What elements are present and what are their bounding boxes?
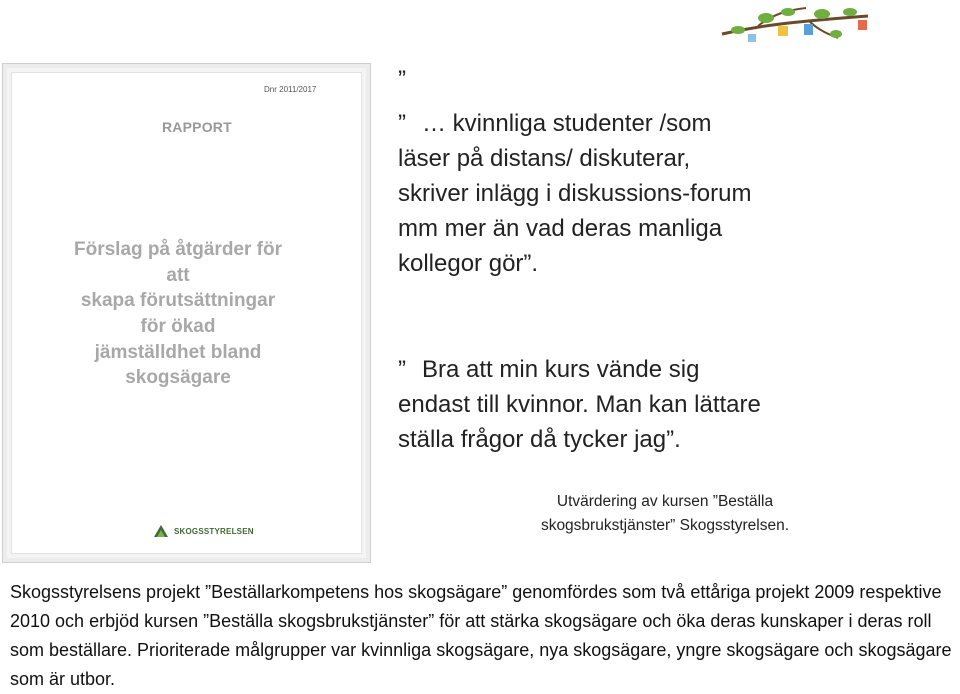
quote-2 [398, 352, 768, 457]
quote-2-text: Bra att min kurs vände sig endast till kvinnor. Man kan lättare ställa frågor då tycker jag”. [398, 356, 761, 453]
quote-1-bullet: ” [398, 110, 406, 137]
report-dnr: Dnr 2011/2017 [264, 85, 317, 94]
report-cover [2, 63, 371, 563]
report-page [11, 72, 362, 554]
leaf-icon [152, 523, 170, 539]
quote-source: Utvärdering av kursen ”Beställa skogsbrukstjänster” Skogsstyrelsen. [540, 493, 790, 534]
quote-2-bullet: ” [398, 356, 406, 383]
logo-text: SKOGSSTYRELSEN [174, 526, 254, 536]
report-title: Förslag på åtgärder för att skapa förutsättningar för ökad jämställdhet bland skogsägare [74, 239, 282, 389]
quote-1 [398, 106, 758, 281]
quote-1-text: … kvinnliga studenter /som läser på distans/ diskuterar, skriver inlägg i diskussions-forum mm mer än vad deras manliga kollegor gör”. [398, 110, 752, 277]
quote-mark: ” [398, 66, 406, 93]
skogsstyrelsen-logo [152, 523, 254, 539]
body-paragraph: Skogsstyrelsens projekt ”Beställarkompetens hos skogsägare” genomfördes som två ettåriga projekt 2009 respektive 2010 och erbjöd kursen ”Beställa skogsbrukstjänster” för att stärka skogsägare och öka deras kunskaper i deras roll som beställare. Prioriterade målgrupper var kvinnliga skogsägare, nya skogsägare, yngre skogsägare och skogsägare som är utbor. [10, 582, 952, 689]
report-label: RAPPORT [162, 119, 232, 135]
tree-illustration [718, 4, 876, 46]
